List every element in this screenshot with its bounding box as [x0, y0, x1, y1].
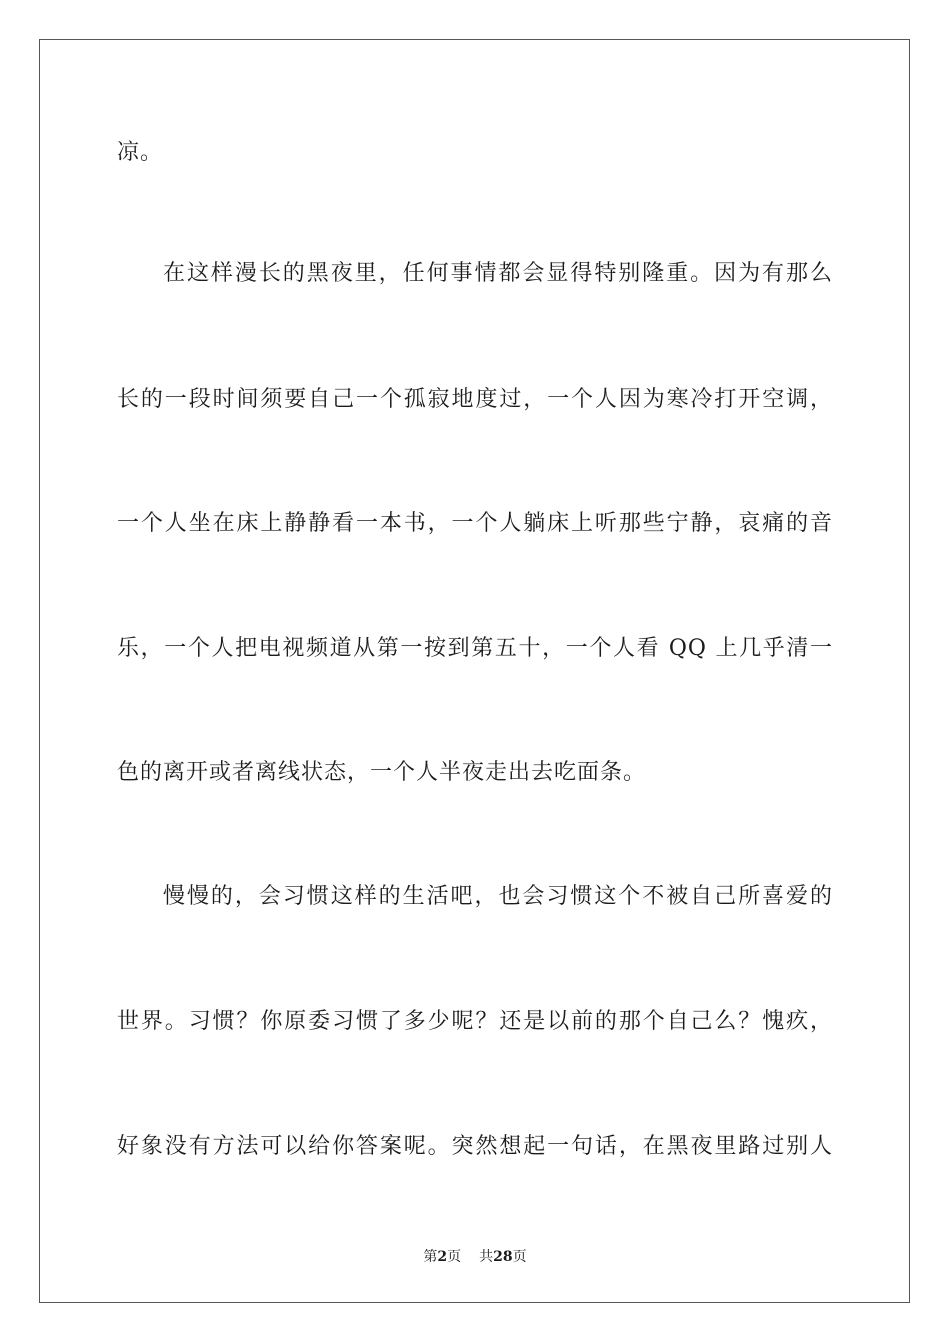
- page-suffix: 页: [447, 1249, 462, 1265]
- text-line-3: 长的一段时间须要自己一个孤寂地度过，一个人因为寒冷打开空调，: [117, 387, 833, 412]
- total-prefix: 共: [479, 1249, 494, 1265]
- text-line-2: 在这样漫长的黑夜里，任何事情都会显得特别隆重。因为有那么: [163, 261, 833, 286]
- page-border: [39, 39, 910, 1303]
- text-line-1: 凉。: [117, 140, 164, 165]
- page-footer: [0, 1247, 950, 1267]
- page-prefix: 第: [423, 1249, 438, 1265]
- page-number: 2: [437, 1249, 448, 1265]
- text-line-4: 一个人坐在床上静静看一本书，一个人躺床上听那些宁静，哀痛的音: [117, 511, 833, 536]
- text-line-5: 乐，一个人把电视频道从第一按到第五十，一个人看 QQ 上几乎清一: [117, 636, 833, 661]
- total-pages: 28: [493, 1249, 513, 1265]
- text-line-6: 色的离开或者离线状态，一个人半夜走出去吃面条。: [117, 760, 647, 785]
- text-line-9: 好象没有方法可以给你答案呢。突然想起一句话，在黑夜里路过别人: [117, 1134, 833, 1159]
- total-suffix: 页: [512, 1249, 527, 1265]
- text-line-7: 慢慢的，会习惯这样的生活吧，也会习惯这个不被自己所喜爱的: [163, 884, 833, 909]
- text-line-8: 世界。习惯？你原委习惯了多少呢？还是以前的那个自己么？愧疚，: [117, 1009, 833, 1034]
